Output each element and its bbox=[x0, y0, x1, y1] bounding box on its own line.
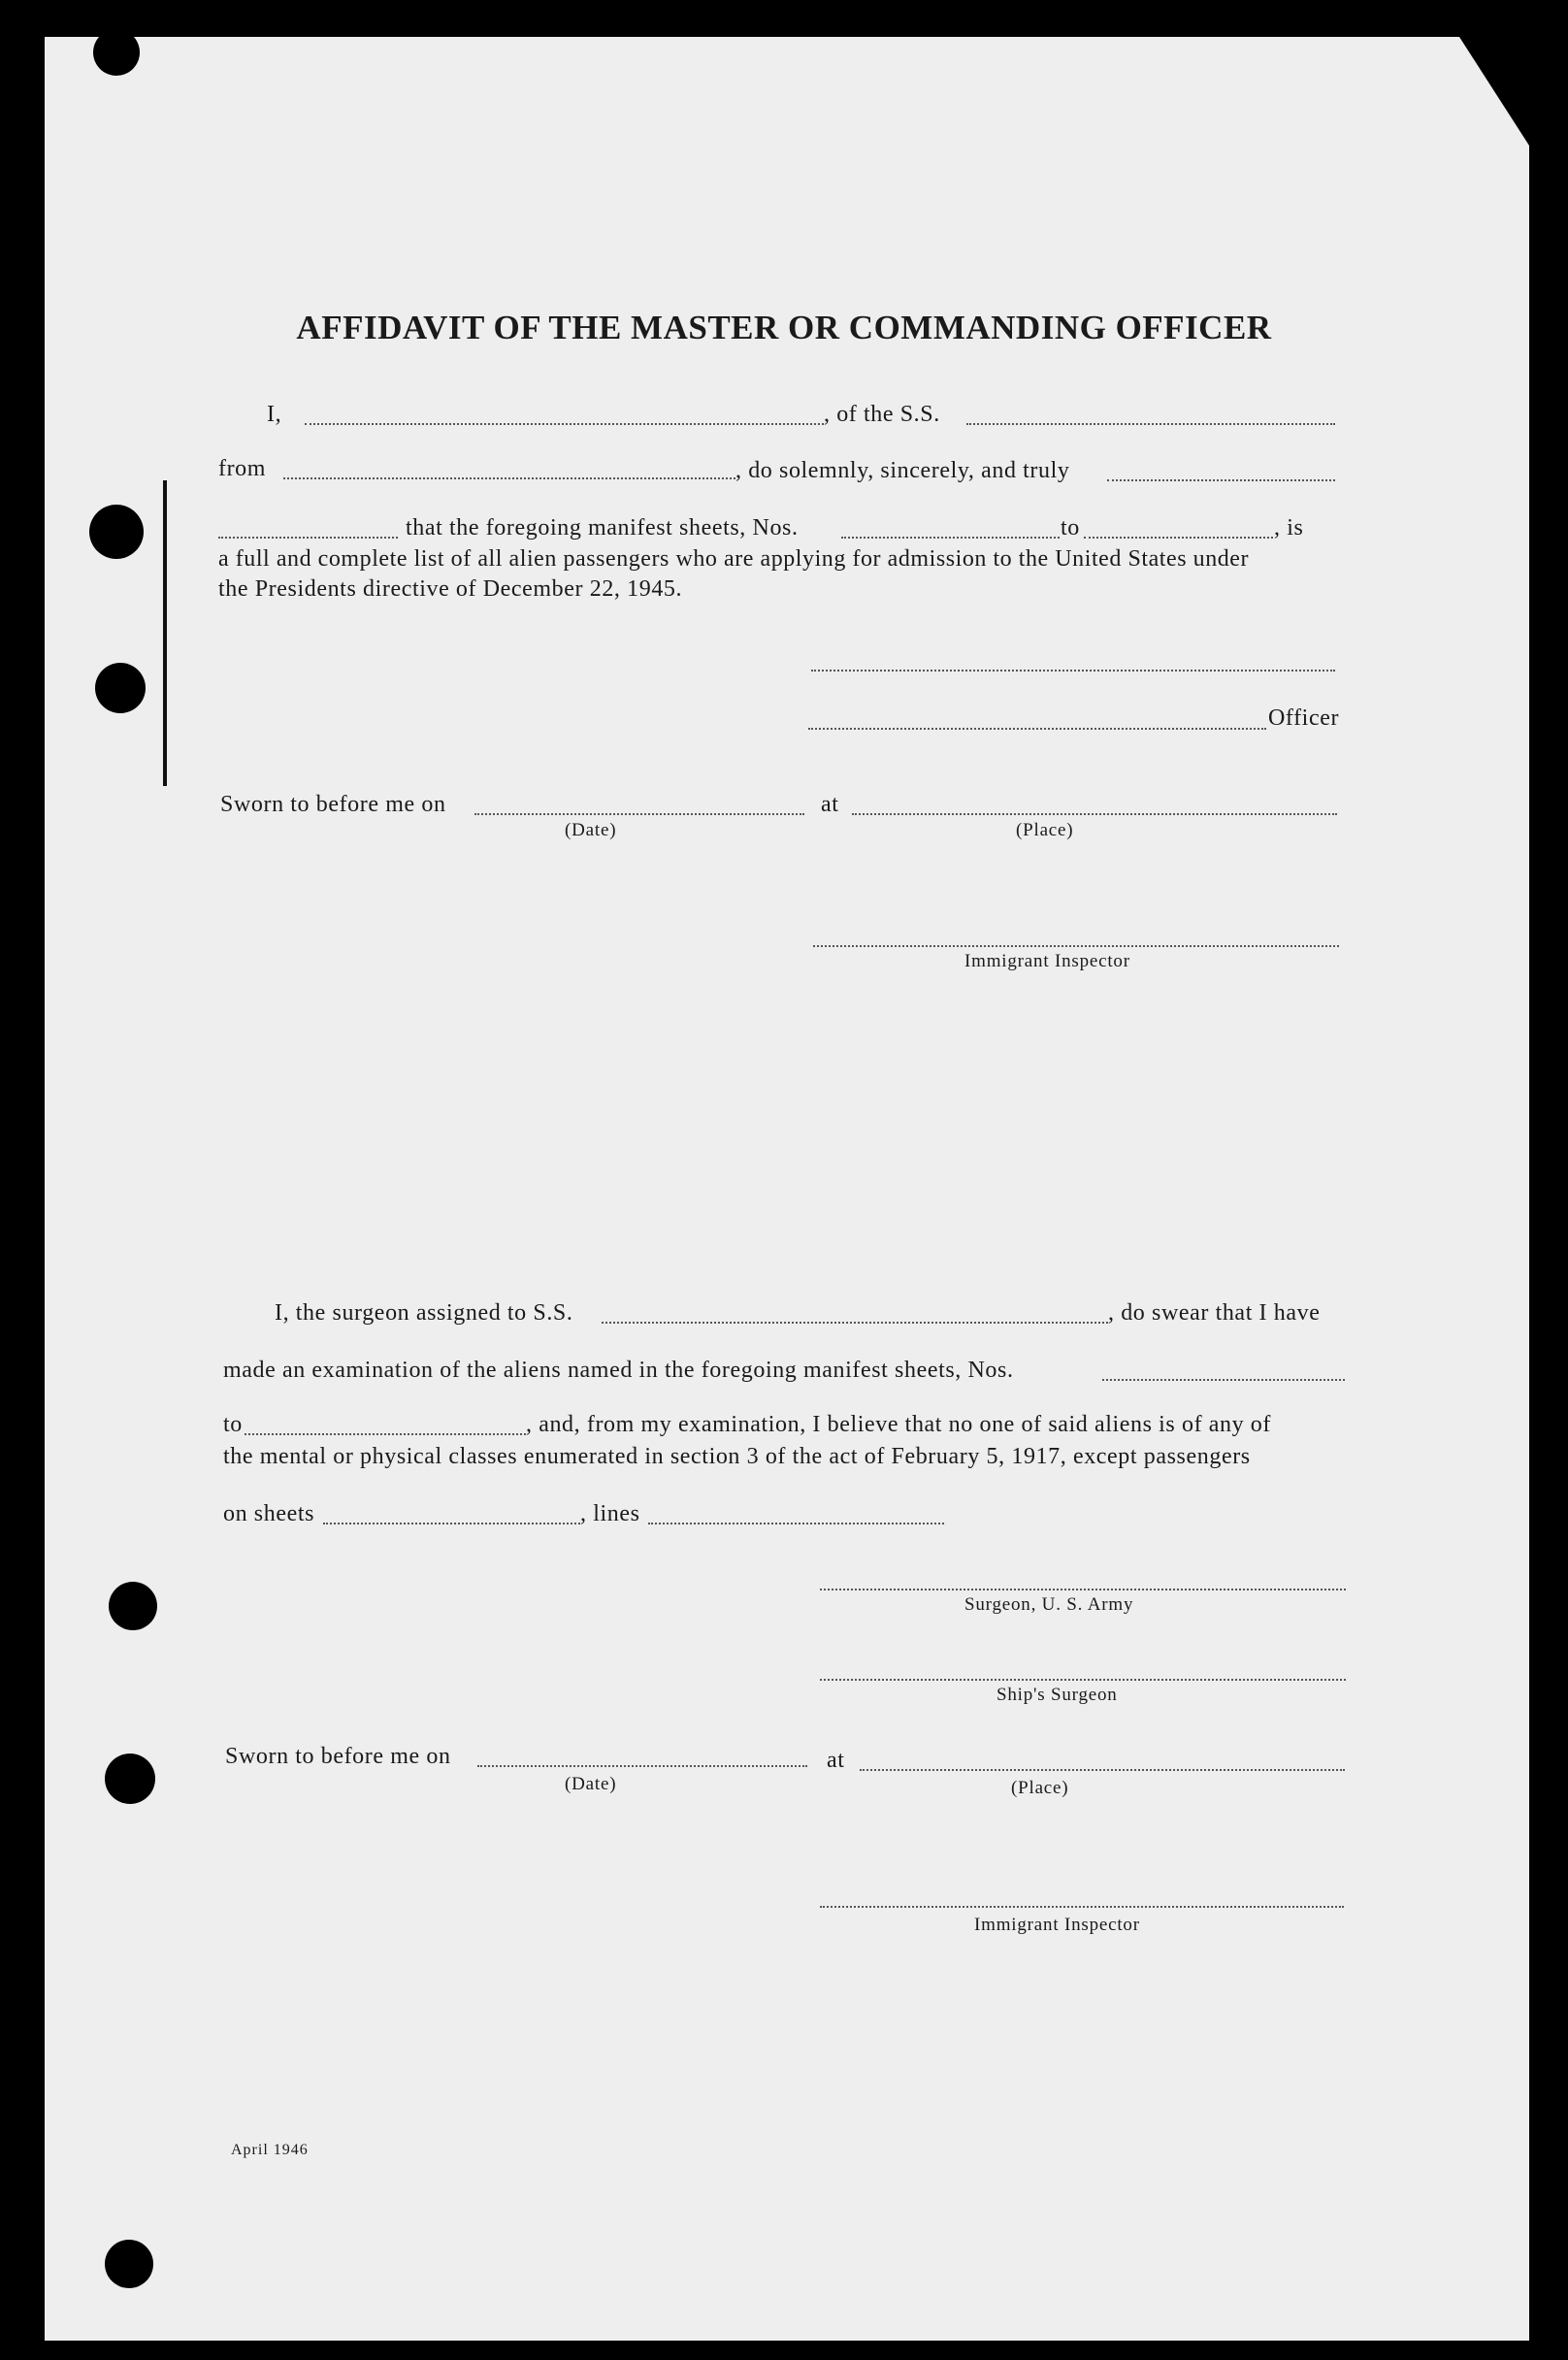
sheet-count-field[interactable] bbox=[218, 537, 398, 539]
surgeon-line1-end: , do swear that I have bbox=[1108, 1300, 1321, 1326]
sworn-place-field[interactable] bbox=[852, 813, 1337, 815]
surgeon-inspector-caption: Immigrant Inspector bbox=[974, 1915, 1140, 1935]
surgeon-line3-end: , and, from my examination, I believe that no one of said aliens is of any of bbox=[526, 1412, 1272, 1437]
punch-hole bbox=[109, 1582, 157, 1630]
inspector-caption: Immigrant Inspector bbox=[964, 951, 1130, 971]
surgeon-inspector-signature-line[interactable] bbox=[820, 1906, 1344, 1908]
surgeon-line2: made an examination of the aliens named in the foregoing manifest sheets, Nos. bbox=[223, 1358, 1014, 1383]
army-surgeon-caption: Surgeon, U. S. Army bbox=[964, 1594, 1134, 1615]
punch-hole bbox=[95, 663, 146, 713]
surgeon-sworn-date-field[interactable] bbox=[477, 1765, 807, 1767]
master-name-field[interactable] bbox=[305, 423, 824, 425]
label-from: from bbox=[218, 456, 267, 481]
form-sheet bbox=[45, 37, 1529, 2341]
full-list-text: a full and complete list of all alien passengers who are applying for admission to the United States under bbox=[218, 546, 1250, 572]
date-caption: (Date) bbox=[565, 820, 617, 840]
surgeon-label-at: at bbox=[827, 1748, 845, 1773]
punch-hole bbox=[89, 505, 144, 559]
lines-field[interactable] bbox=[648, 1523, 944, 1524]
form-date-footer: April 1946 bbox=[231, 2142, 309, 2158]
label-on-sheets: on sheets bbox=[223, 1501, 315, 1526]
label-to: to bbox=[1061, 515, 1080, 541]
sheets-to-field[interactable] bbox=[1084, 537, 1273, 539]
form-title: AFFIDAVIT OF THE MASTER OR COMMANDING OFFICER bbox=[296, 309, 1272, 346]
master-signature-line[interactable] bbox=[811, 670, 1335, 672]
surgeon-date-caption: (Date) bbox=[565, 1774, 617, 1794]
sheets-from-field[interactable] bbox=[841, 537, 1060, 539]
ships-surgeon-caption: Ship's Surgeon bbox=[996, 1685, 1118, 1705]
on-sheets-field[interactable] bbox=[323, 1523, 580, 1524]
ship-name-field[interactable] bbox=[966, 423, 1335, 425]
inspector-signature-line[interactable] bbox=[813, 945, 1339, 947]
margin-bracket bbox=[163, 480, 167, 786]
surgeon-ship-field[interactable] bbox=[602, 1322, 1108, 1324]
label-of-ss: , of the S.S. bbox=[824, 402, 940, 427]
surgeon-line4: the mental or physical classes enumerated in section 3 of the act of February 5, 1917, except passengers bbox=[223, 1444, 1251, 1469]
departure-port-field[interactable] bbox=[283, 477, 735, 479]
label-surgeon-to: to bbox=[223, 1412, 243, 1437]
punch-hole bbox=[93, 29, 140, 76]
sworn-date-field[interactable] bbox=[474, 813, 804, 815]
surgeon-label-sworn: Sworn to before me on bbox=[225, 1744, 451, 1769]
surgeon-sworn-place-field[interactable] bbox=[860, 1769, 1345, 1771]
label-officer: Officer bbox=[1268, 705, 1340, 731]
label-foregoing: that the foregoing manifest sheets, Nos. bbox=[406, 515, 799, 541]
surgeon-line1: I, the surgeon assigned to S.S. bbox=[275, 1300, 573, 1326]
surgeon-sheets-to-field[interactable] bbox=[245, 1433, 526, 1435]
army-surgeon-signature-line[interactable] bbox=[820, 1589, 1346, 1590]
surgeon-sheets-from-field[interactable] bbox=[1102, 1379, 1345, 1381]
place-caption: (Place) bbox=[1016, 820, 1074, 840]
punch-hole bbox=[105, 2240, 153, 2288]
directive-text: the Presidents directive of December 22, 1945. bbox=[218, 576, 683, 602]
officer-signature-line[interactable] bbox=[808, 728, 1266, 730]
swear-field[interactable] bbox=[1107, 479, 1335, 481]
label-i: I, bbox=[267, 402, 282, 427]
ships-surgeon-signature-line[interactable] bbox=[820, 1679, 1346, 1681]
label-at: at bbox=[821, 792, 839, 817]
label-solemnly: , do solemnly, sincerely, and truly bbox=[735, 458, 1070, 483]
label-lines: , lines bbox=[580, 1501, 640, 1526]
surgeon-place-caption: (Place) bbox=[1011, 1778, 1069, 1798]
label-is: , is bbox=[1274, 515, 1304, 541]
label-sworn: Sworn to before me on bbox=[220, 792, 446, 817]
punch-hole bbox=[105, 1754, 155, 1804]
